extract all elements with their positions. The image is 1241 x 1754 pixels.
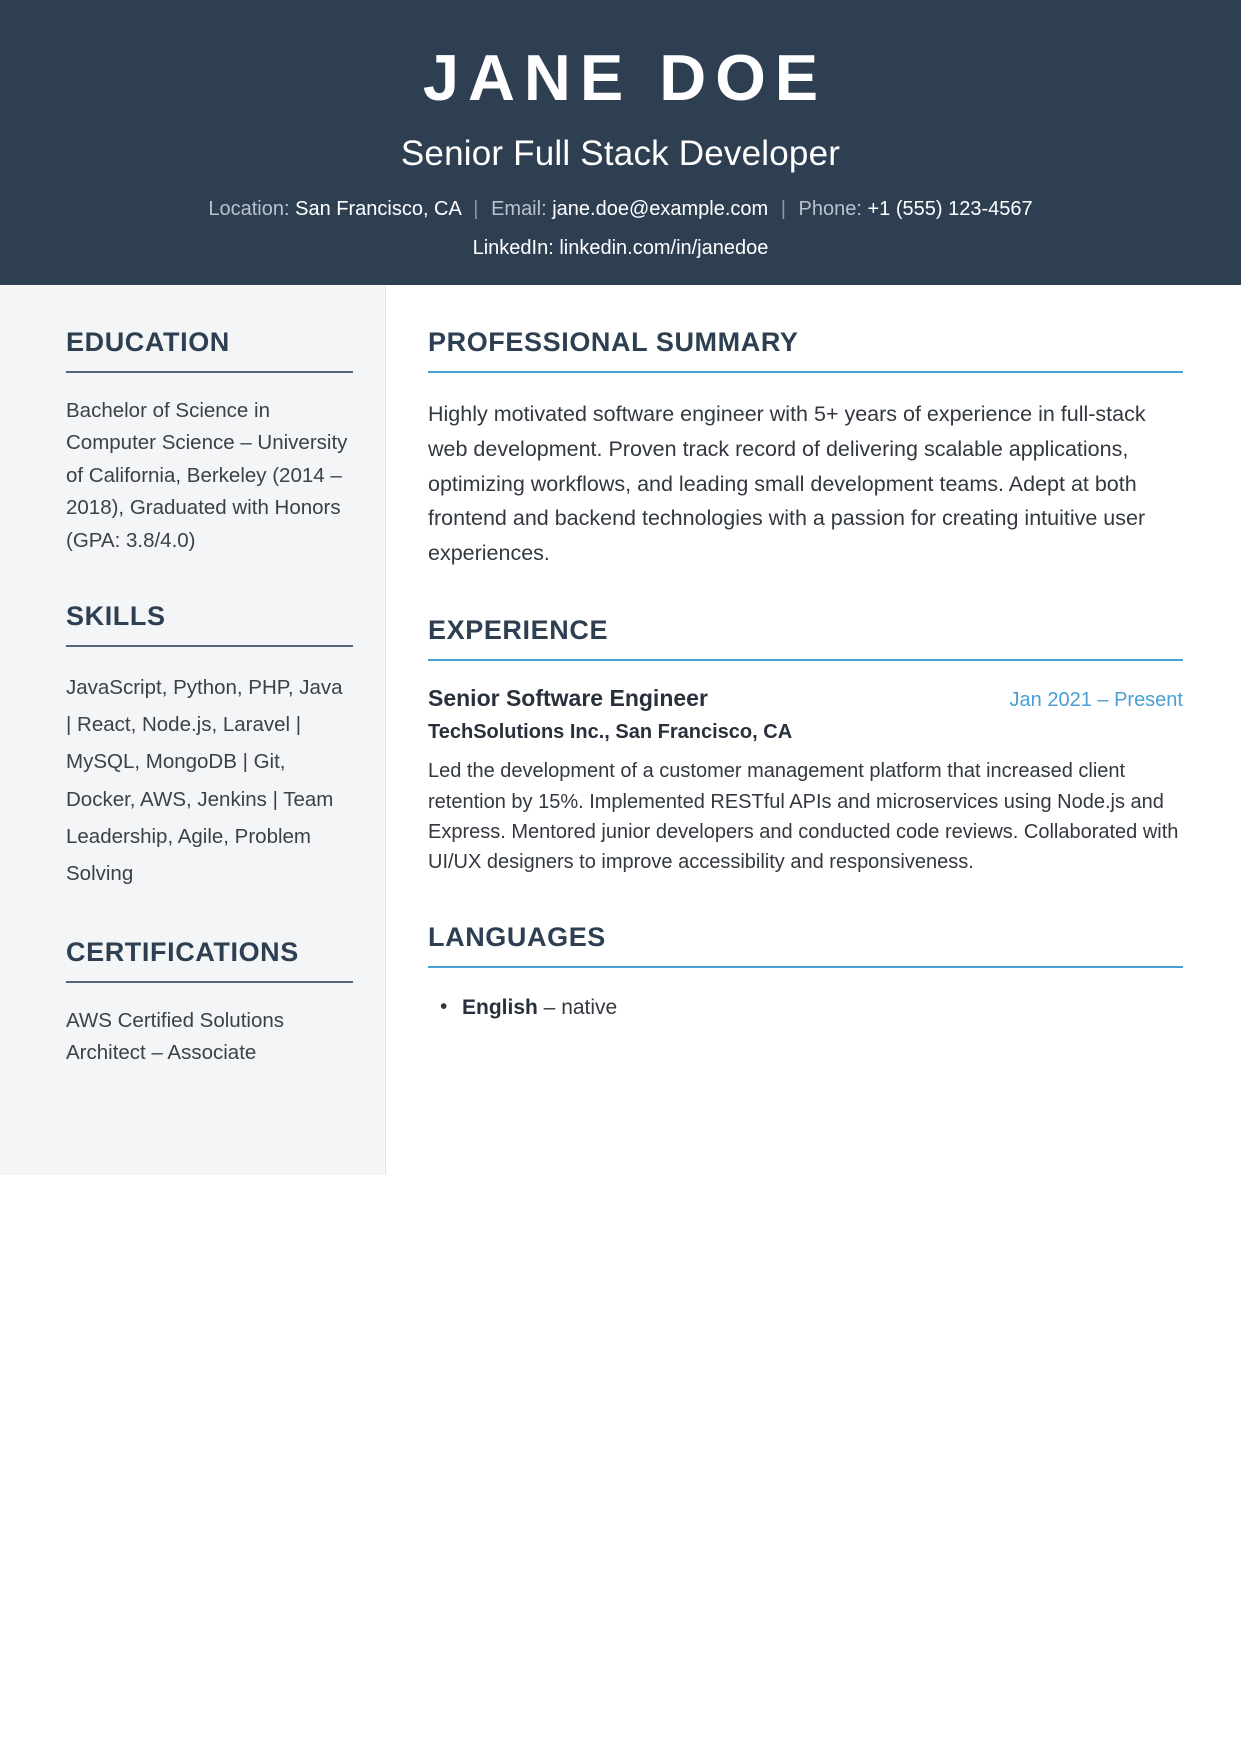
resume-main	[386, 285, 1241, 1175]
section-education	[66, 327, 353, 557]
contact-separator: |	[473, 198, 479, 221]
languages-heading-rule	[428, 966, 1183, 968]
phone-label: Phone:	[798, 198, 862, 221]
section-languages	[428, 922, 1183, 1024]
language-name: English	[462, 995, 538, 1019]
certifications-heading-rule	[66, 981, 353, 983]
certifications-heading: CERTIFICATIONS	[66, 936, 299, 967]
language-dash: –	[537, 995, 562, 1019]
summary-heading-rule	[428, 371, 1183, 373]
languages-heading: LANGUAGES	[428, 921, 606, 952]
education-body: Bachelor of Science in Computer Science – University of California, Berkeley (2014 – 2018), Graduated with Honors (GPA: 3.8/4.0)	[66, 399, 348, 552]
experience-entry	[428, 685, 1183, 878]
languages-list	[428, 992, 1183, 1024]
list-item	[462, 992, 1183, 1024]
experience-heading: EXPERIENCE	[428, 615, 609, 646]
skills-heading: SKILLS	[66, 600, 166, 631]
skills-body: JavaScript, Python, PHP, Java | React, Node.js, Laravel | MySQL, MongoDB | Git, Docker, AWS, Jenkins | Team Leadership, Agile, Problem Solving	[66, 675, 343, 886]
section-skills	[66, 601, 353, 893]
job-company: TechSolutions Inc., San Francisco, CA	[428, 721, 793, 744]
resume-sidebar	[0, 285, 386, 1175]
location-label: Location:	[208, 198, 290, 221]
linkedin-label: LinkedIn:	[472, 237, 554, 260]
email-value[interactable]: jane.doe@example.com	[552, 198, 769, 221]
language-level: native	[561, 995, 618, 1019]
summary-heading: PROFESSIONAL SUMMARY	[428, 327, 799, 357]
linkedin-value[interactable]: linkedin.com/in/janedoe	[559, 237, 769, 260]
experience-entry-header	[428, 685, 1183, 712]
education-heading-rule	[66, 371, 353, 373]
section-experience	[428, 615, 1183, 878]
location-value: San Francisco, CA	[295, 198, 461, 221]
job-date-range: Jan 2021 – Present	[1009, 689, 1183, 712]
section-professional-summary	[428, 327, 1183, 571]
candidate-job-title: Senior Full Stack Developer	[400, 134, 841, 174]
email-label: Email:	[491, 198, 547, 221]
skills-heading-rule	[66, 645, 353, 647]
job-role: Senior Software Engineer	[428, 685, 708, 712]
certifications-body: AWS Certified Solutions Architect – Associate	[66, 1008, 284, 1065]
job-description: Led the development of a customer management platform that increased client retention by 15%. Implemented RESTful APIs and microservices using Node.js and Express. Mentored junior developers and conducted code reviews. Collaborated with UI/UX designers to improve accessibility and responsiveness.	[428, 760, 1179, 874]
candidate-name: JANE DOE	[422, 41, 828, 114]
experience-heading-rule	[428, 659, 1183, 661]
contact-line-primary	[60, 194, 1181, 224]
education-heading: EDUCATION	[66, 327, 230, 357]
contact-line-linkedin	[60, 233, 1181, 263]
resume-body	[0, 285, 1241, 1175]
contact-separator: |	[780, 198, 786, 221]
resume-header	[0, 0, 1241, 285]
phone-value: +1 (555) 123-4567	[867, 198, 1033, 221]
section-certifications	[66, 937, 353, 1070]
summary-body: Highly motivated software engineer with 5+ years of experience in full-stack web development. Proven track record of delivering scalable applications, optimizing workflows, and leading small development teams. Adept at both frontend and backend technologies with a passion for creating intuitive user experiences.	[428, 402, 1146, 566]
